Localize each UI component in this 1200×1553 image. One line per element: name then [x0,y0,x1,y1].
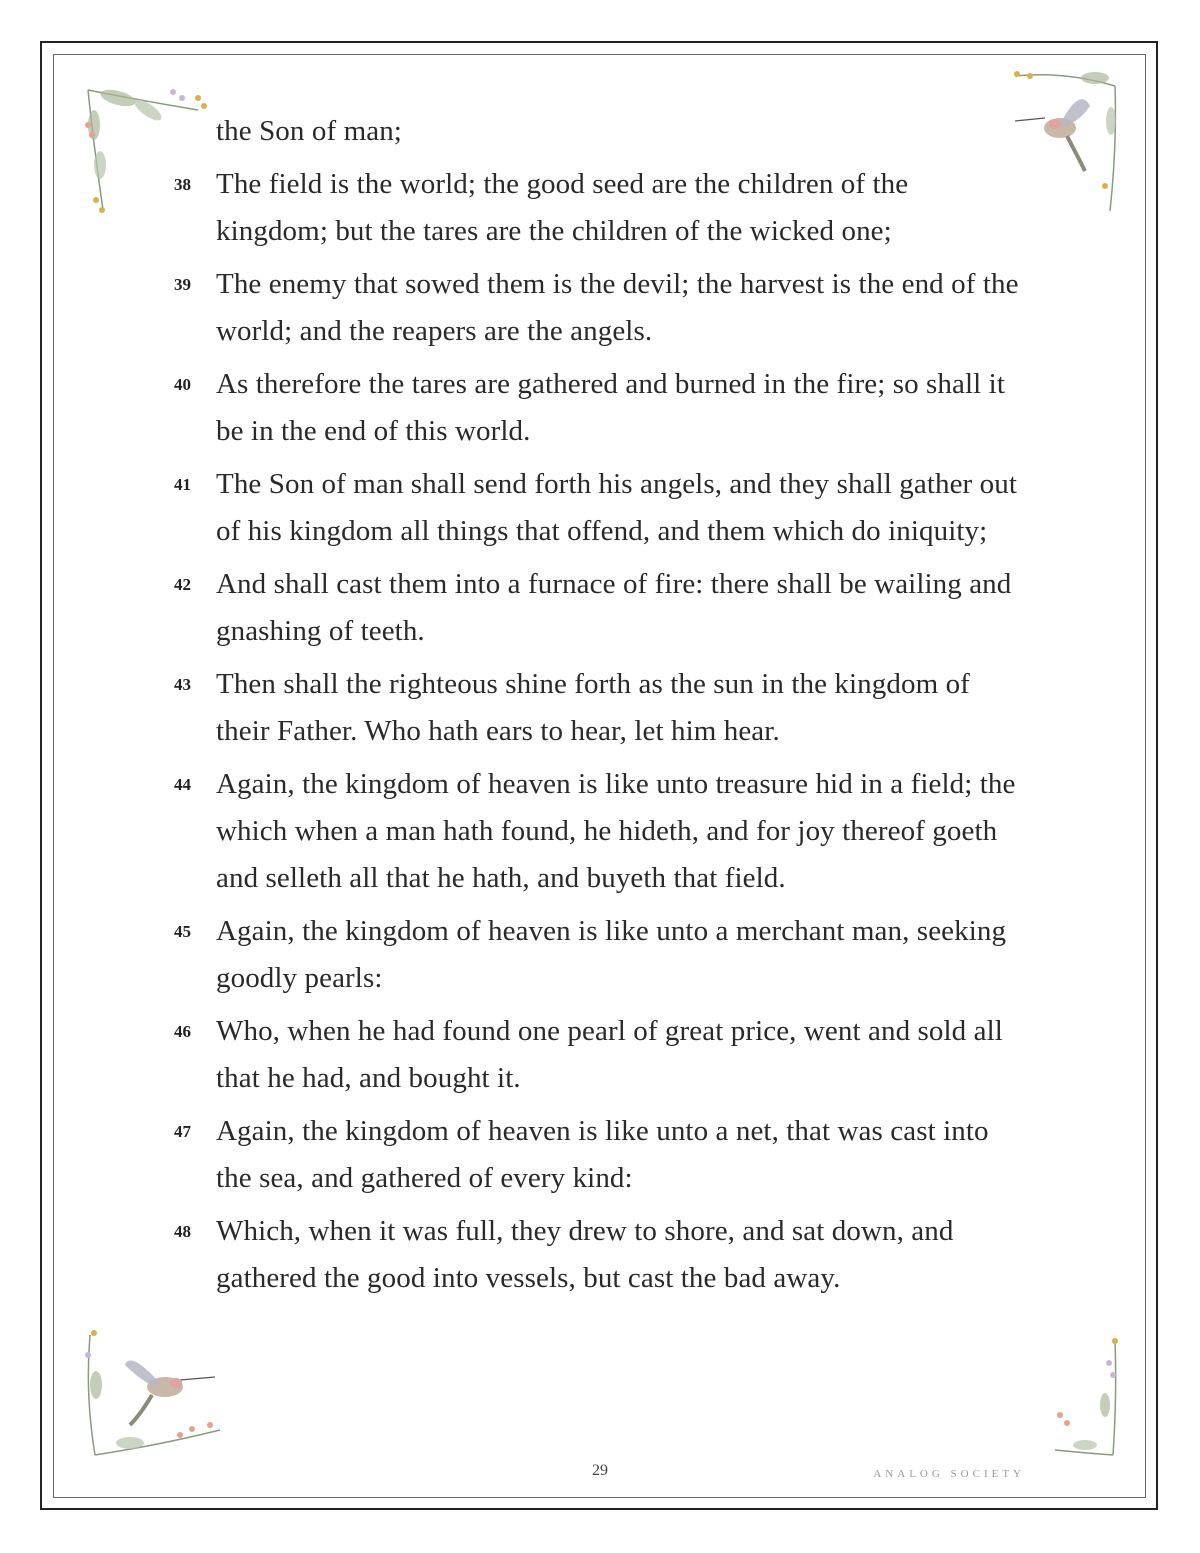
verse-list [174,161,1026,1302]
verse-text: Then shall the righteous shine forth as the sun in the kingdom of their Father. Who hath ears to hear, let him hear. [216,668,970,747]
verse-number: 48 [174,1222,191,1241]
verse [174,561,1026,655]
verse [174,161,1026,255]
verse-number: 45 [174,922,191,941]
continuation-line: the Son of man; [216,115,402,147]
verse-number: 38 [174,175,191,194]
verse-text: Which, when it was full, they drew to shore, and sat down, and gathered the good into vessels, but cast the bad away. [216,1215,954,1294]
floral-corner-icon [1045,1335,1125,1465]
verse [174,1108,1026,1202]
hummingbird-floral-icon [80,1325,230,1465]
verse [174,761,1026,902]
verse [174,1208,1026,1302]
verse-text: Who, when he had found one pearl of great price, went and sold all that he had, and bought it. [216,1015,1003,1094]
verse [174,661,1026,755]
verse-number: 46 [174,1022,191,1041]
verse-number: 47 [174,1122,191,1141]
verse-text: The field is the world; the good seed are the children of the kingdom; but the tares are the children of the wicked one; [216,168,909,247]
verse [174,361,1026,455]
verse [174,1008,1026,1102]
verse-number: 43 [174,675,191,694]
verse-number: 42 [174,575,191,594]
verse [174,461,1026,555]
verse-text: And shall cast them into a furnace of fire: there shall be wailing and gnashing of teeth. [216,568,1012,647]
verse-text: Again, the kingdom of heaven is like unto a merchant man, seeking goodly pearls: [216,915,1007,994]
verse-number: 39 [174,275,191,294]
page-number: 29 [592,1462,608,1479]
verse-text: Again, the kingdom of heaven is like unto a net, that was cast into the sea, and gathered of every kind: [216,1115,989,1194]
verse [174,261,1026,355]
scripture-text [174,108,1026,1302]
verse-text: As therefore the tares are gathered and burned in the fire; so shall it be in the end of this world. [216,368,1005,447]
verse-text: Again, the kingdom of heaven is like unto treasure hid in a field; the which when a man hath found, he hideth, and for joy thereof goeth and selleth all that he hath, and buyeth that field. [216,768,1016,894]
verse [174,908,1026,1002]
brand-mark: ANALOG SOCIETY [873,1468,1025,1480]
verse-text: The Son of man shall send forth his angels, and they shall gather out of his kingdom all things that offend, and them which do iniquity; [216,468,1018,547]
verse-text: The enemy that sowed them is the devil; the harvest is the end of the world; and the reapers are the angels. [216,268,1019,347]
verse-number: 44 [174,775,191,794]
verse-number: 40 [174,375,191,394]
verse-number: 41 [174,475,191,494]
